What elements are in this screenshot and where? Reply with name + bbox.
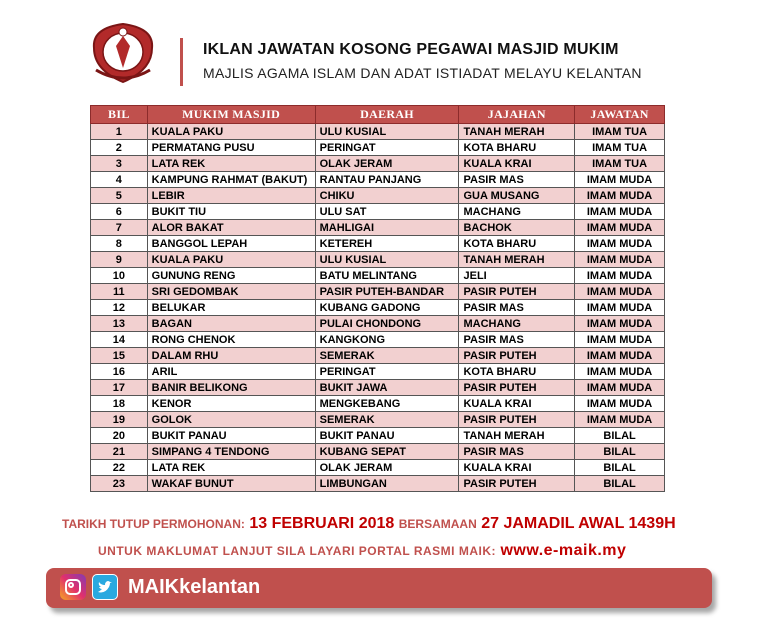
cell-daerah: BATU MELINTANG (315, 268, 459, 284)
table-row (91, 156, 665, 172)
cell-mukim: KAMPUNG RAHMAT (BAKUT) (147, 172, 315, 188)
cell-mukim: PERMATANG PUSU (147, 140, 315, 156)
cell-mukim: ARIL (147, 364, 315, 380)
cell-jajahan: BACHOK (459, 220, 575, 236)
cell-daerah: PASIR PUTEH-BANDAR (315, 284, 459, 300)
cell-daerah: OLAK JERAM (315, 460, 459, 476)
cell-daerah: PERINGAT (315, 364, 459, 380)
cell-daerah: BUKIT PANAU (315, 428, 459, 444)
closing-label: TARIKH TUTUP PERMOHONAN: (62, 517, 245, 531)
page-title: IKLAN JAWATAN KOSONG PEGAWAI MASJID MUKIM (203, 41, 619, 58)
table-row (91, 444, 665, 460)
cell-jawatan: IMAM MUDA (575, 364, 665, 380)
col-header-daerah: DAERAH (315, 106, 459, 124)
cell-bil: 8 (91, 236, 148, 252)
cell-jawatan: IMAM MUDA (575, 396, 665, 412)
table-row (91, 364, 665, 380)
info-label: UNTUK MAKLUMAT LANJUT SILA LAYARI PORTAL RASMI MAIK: (98, 544, 496, 558)
table-row (91, 300, 665, 316)
cell-mukim: WAKAF BUNUT (147, 476, 315, 492)
cell-mukim: DALAM RHU (147, 348, 315, 364)
table-row (91, 428, 665, 444)
cell-daerah: SEMERAK (315, 412, 459, 428)
cell-mukim: LEBIR (147, 188, 315, 204)
cell-daerah: MAHLIGAI (315, 220, 459, 236)
cell-daerah: ULU KUSIAL (315, 252, 459, 268)
table-row (91, 284, 665, 300)
cell-bil: 20 (91, 428, 148, 444)
table-row (91, 236, 665, 252)
cell-bil: 7 (91, 220, 148, 236)
cell-bil: 16 (91, 364, 148, 380)
closing-date-line (62, 515, 702, 533)
cell-jajahan: MACHANG (459, 316, 575, 332)
cell-jajahan: KUALA KRAI (459, 396, 575, 412)
cell-daerah: KANGKONG (315, 332, 459, 348)
cell-bil: 17 (91, 380, 148, 396)
cell-daerah: KUBANG SEPAT (315, 444, 459, 460)
cell-daerah: MENGKEBANG (315, 396, 459, 412)
cell-bil: 5 (91, 188, 148, 204)
cell-jawatan: IMAM MUDA (575, 188, 665, 204)
twitter-icon[interactable] (92, 574, 118, 600)
cell-mukim: SIMPANG 4 TENDONG (147, 444, 315, 460)
cell-jawatan: IMAM MUDA (575, 252, 665, 268)
cell-bil: 22 (91, 460, 148, 476)
cell-jajahan: PASIR MAS (459, 300, 575, 316)
cell-mukim: LATA REK (147, 460, 315, 476)
cell-jajahan: PASIR MAS (459, 444, 575, 460)
col-header-jawatan: JAWATAN (575, 106, 665, 124)
cell-daerah: LIMBUNGAN (315, 476, 459, 492)
cell-daerah: ULU KUSIAL (315, 124, 459, 140)
table-row (91, 252, 665, 268)
cell-daerah: ULU SAT (315, 204, 459, 220)
cell-jawatan: IMAM MUDA (575, 300, 665, 316)
cell-jawatan: IMAM MUDA (575, 380, 665, 396)
table-row (91, 332, 665, 348)
cell-jawatan: BILAL (575, 444, 665, 460)
cell-jajahan: PASIR MAS (459, 172, 575, 188)
cell-jajahan: KOTA BHARU (459, 364, 575, 380)
cell-bil: 23 (91, 476, 148, 492)
cell-daerah: PULAI CHONDONG (315, 316, 459, 332)
cell-jajahan: JELI (459, 268, 575, 284)
table-row (91, 396, 665, 412)
cell-jajahan: KOTA BHARU (459, 236, 575, 252)
vacancy-table (90, 105, 665, 492)
cell-daerah: PERINGAT (315, 140, 459, 156)
table-row (91, 204, 665, 220)
cell-jajahan: PASIR PUTEH (459, 348, 575, 364)
cell-bil: 3 (91, 156, 148, 172)
cell-jawatan: IMAM MUDA (575, 220, 665, 236)
cell-jawatan: BILAL (575, 476, 665, 492)
cell-mukim: BAGAN (147, 316, 315, 332)
cell-jawatan: IMAM MUDA (575, 316, 665, 332)
cell-jajahan: TANAH MERAH (459, 428, 575, 444)
table-header-row (91, 106, 665, 124)
maik-logo (86, 18, 160, 86)
portal-link[interactable]: www.e-maik.my (500, 542, 627, 559)
closing-connector: BERSAMAAN (398, 517, 477, 531)
col-header-jajahan: JAJAHAN (459, 106, 575, 124)
cell-daerah: RANTAU PANJANG (315, 172, 459, 188)
cell-mukim: KENOR (147, 396, 315, 412)
cell-jajahan: KOTA BHARU (459, 140, 575, 156)
cell-bil: 4 (91, 172, 148, 188)
table-row (91, 380, 665, 396)
closing-hijri-date: 27 JAMADIL AWAL 1439H (481, 515, 676, 532)
cell-mukim: SRI GEDOMBAK (147, 284, 315, 300)
cell-jawatan: BILAL (575, 428, 665, 444)
cell-jajahan: KUALA KRAI (459, 156, 575, 172)
cell-jajahan: GUA MUSANG (459, 188, 575, 204)
cell-daerah: BUKIT JAWA (315, 380, 459, 396)
cell-jawatan: IMAM MUDA (575, 284, 665, 300)
cell-bil: 21 (91, 444, 148, 460)
header-divider (180, 38, 183, 86)
table-row (91, 476, 665, 492)
cell-bil: 11 (91, 284, 148, 300)
cell-jawatan: BILAL (575, 460, 665, 476)
table-row (91, 316, 665, 332)
col-header-bil: BIL (91, 106, 148, 124)
cell-jajahan: TANAH MERAH (459, 124, 575, 140)
cell-bil: 2 (91, 140, 148, 156)
table-row (91, 460, 665, 476)
cell-jawatan: IMAM MUDA (575, 348, 665, 364)
table-row (91, 124, 665, 140)
cell-jawatan: IMAM TUA (575, 140, 665, 156)
cell-jawatan: IMAM MUDA (575, 172, 665, 188)
cell-jawatan: IMAM TUA (575, 124, 665, 140)
cell-daerah: KETEREH (315, 236, 459, 252)
cell-jawatan: IMAM MUDA (575, 332, 665, 348)
info-line (98, 542, 626, 560)
cell-daerah: KUBANG GADONG (315, 300, 459, 316)
cell-bil: 10 (91, 268, 148, 284)
cell-bil: 12 (91, 300, 148, 316)
table-row (91, 220, 665, 236)
table-row (91, 348, 665, 364)
cell-daerah: CHIKU (315, 188, 459, 204)
table-row (91, 140, 665, 156)
cell-daerah: OLAK JERAM (315, 156, 459, 172)
cell-bil: 15 (91, 348, 148, 364)
cell-bil: 9 (91, 252, 148, 268)
table-row (91, 188, 665, 204)
cell-mukim: BELUKAR (147, 300, 315, 316)
cell-jajahan: PASIR PUTEH (459, 476, 575, 492)
cell-jajahan: KUALA KRAI (459, 460, 575, 476)
cell-mukim: BANGGOL LEPAH (147, 236, 315, 252)
cell-mukim: ALOR BAKAT (147, 220, 315, 236)
page-subtitle: MAJLIS AGAMA ISLAM DAN ADAT ISTIADAT MELAYU KELANTAN (203, 65, 642, 81)
cell-bil: 13 (91, 316, 148, 332)
cell-jajahan: PASIR PUTEH (459, 412, 575, 428)
table-row (91, 172, 665, 188)
cell-jajahan: PASIR PUTEH (459, 380, 575, 396)
cell-mukim: GOLOK (147, 412, 315, 428)
cell-jawatan: IMAM MUDA (575, 412, 665, 428)
cell-mukim: GUNUNG RENG (147, 268, 315, 284)
cell-jajahan: PASIR PUTEH (459, 284, 575, 300)
cell-mukim: BUKIT PANAU (147, 428, 315, 444)
cell-jawatan: IMAM TUA (575, 156, 665, 172)
cell-mukim: RONG CHENOK (147, 332, 315, 348)
cell-jawatan: IMAM MUDA (575, 268, 665, 284)
cell-mukim: KUALA PAKU (147, 124, 315, 140)
cell-mukim: LATA REK (147, 156, 315, 172)
cell-mukim: KUALA PAKU (147, 252, 315, 268)
cell-bil: 6 (91, 204, 148, 220)
cell-jajahan: PASIR MAS (459, 332, 575, 348)
cell-bil: 1 (91, 124, 148, 140)
cell-bil: 18 (91, 396, 148, 412)
table-row (91, 268, 665, 284)
cell-mukim: BUKIT TIU (147, 204, 315, 220)
cell-jajahan: TANAH MERAH (459, 252, 575, 268)
brand-handle[interactable]: MAIKkelantan (128, 576, 261, 598)
table-row (91, 412, 665, 428)
cell-daerah: SEMERAK (315, 348, 459, 364)
instagram-icon[interactable] (60, 574, 86, 600)
cell-bil: 19 (91, 412, 148, 428)
cell-bil: 14 (91, 332, 148, 348)
cell-jawatan: IMAM MUDA (575, 236, 665, 252)
cell-mukim: BANIR BELIKONG (147, 380, 315, 396)
closing-date: 13 FEBRUARI 2018 (249, 515, 395, 532)
col-header-mukim: MUKIM MASJID (147, 106, 315, 124)
cell-jawatan: IMAM MUDA (575, 204, 665, 220)
cell-jajahan: MACHANG (459, 204, 575, 220)
